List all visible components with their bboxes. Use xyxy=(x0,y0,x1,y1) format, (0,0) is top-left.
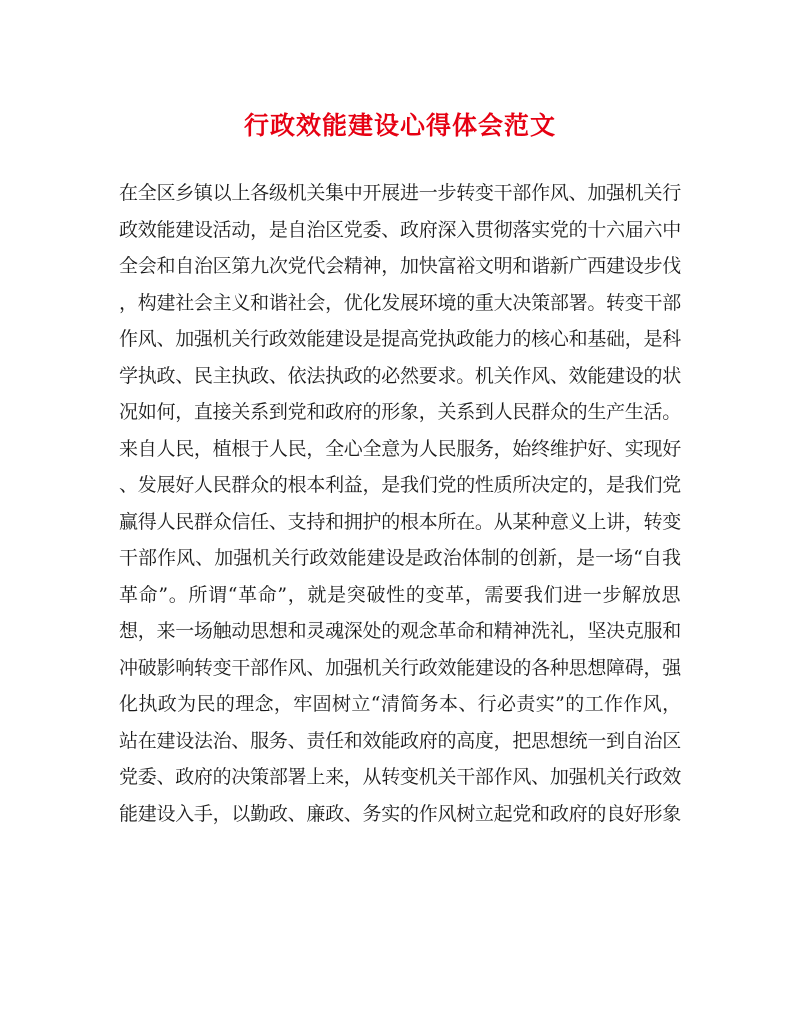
text-line: 能建设入手，以勤政、廉政、务实的作风树立起党和政府的良好形象 xyxy=(119,802,681,825)
text-line: 政效能建设活动，是自治区党委、政府深入贯彻落实党的十六届六中 xyxy=(119,218,681,241)
text-line: 、发展好人民群众的根本利益，是我们党的性质所决定的，是我们党 xyxy=(119,474,681,496)
document-title: 行政效能建设心得体会范文 xyxy=(243,111,556,140)
text-line: 来自人民，植根于人民，全心全意为人民服务，始终维护好、实现好 xyxy=(119,437,681,460)
text-line: 想，来一场触动思想和灵魂深处的观念革命和精神洗礼，坚决克服和 xyxy=(119,620,681,642)
text-line: 况如何，直接关系到党和政府的形象，关系到人民群众的生产生活。 xyxy=(119,401,681,423)
text-line: 干部作风、加强机关行政效能建设是政治体制的创新，是一场“自我 xyxy=(119,547,681,569)
text-line: 全会和自治区第九次党代会精神，加快富裕文明和谐新广西建设步伐 xyxy=(119,255,681,277)
text-line: 赢得人民群众信任、支持和拥护的根本所在。从某种意义上讲，转变 xyxy=(119,510,681,533)
text-line: 革命”。所谓“革命”，就是突破性的变革，需要我们进一步解放思 xyxy=(119,583,681,606)
text-line: 站在建设法治、服务、责任和效能政府的高度，把思想统一到自治区 xyxy=(119,729,681,752)
text-line: 党委、政府的决策部署上来，从转变机关干部作风、加强机关行政效 xyxy=(119,766,681,788)
text-line: 在全区乡镇以上各级机关集中开展进一步转变干部作风、加强机关行 xyxy=(119,182,681,204)
text-line: 作风、加强机关行政效能建设是提高党执政能力的核心和基础，是科 xyxy=(119,328,681,350)
body-paragraph xyxy=(119,175,681,832)
text-line: ，构建社会主义和谐社会，优化发展环境的重大决策部署。转变干部 xyxy=(119,291,681,314)
text-line: 学执政、民主执政、依法执政的必然要求。机关作风、效能建设的状 xyxy=(119,364,681,387)
text-line: 冲破影响转变干部作风、加强机关行政效能建设的各种思想障碍，强 xyxy=(119,656,681,679)
text-line: 化执政为民的理念，牢固树立“清简务本、行必责实”的工作作风， xyxy=(119,693,681,715)
